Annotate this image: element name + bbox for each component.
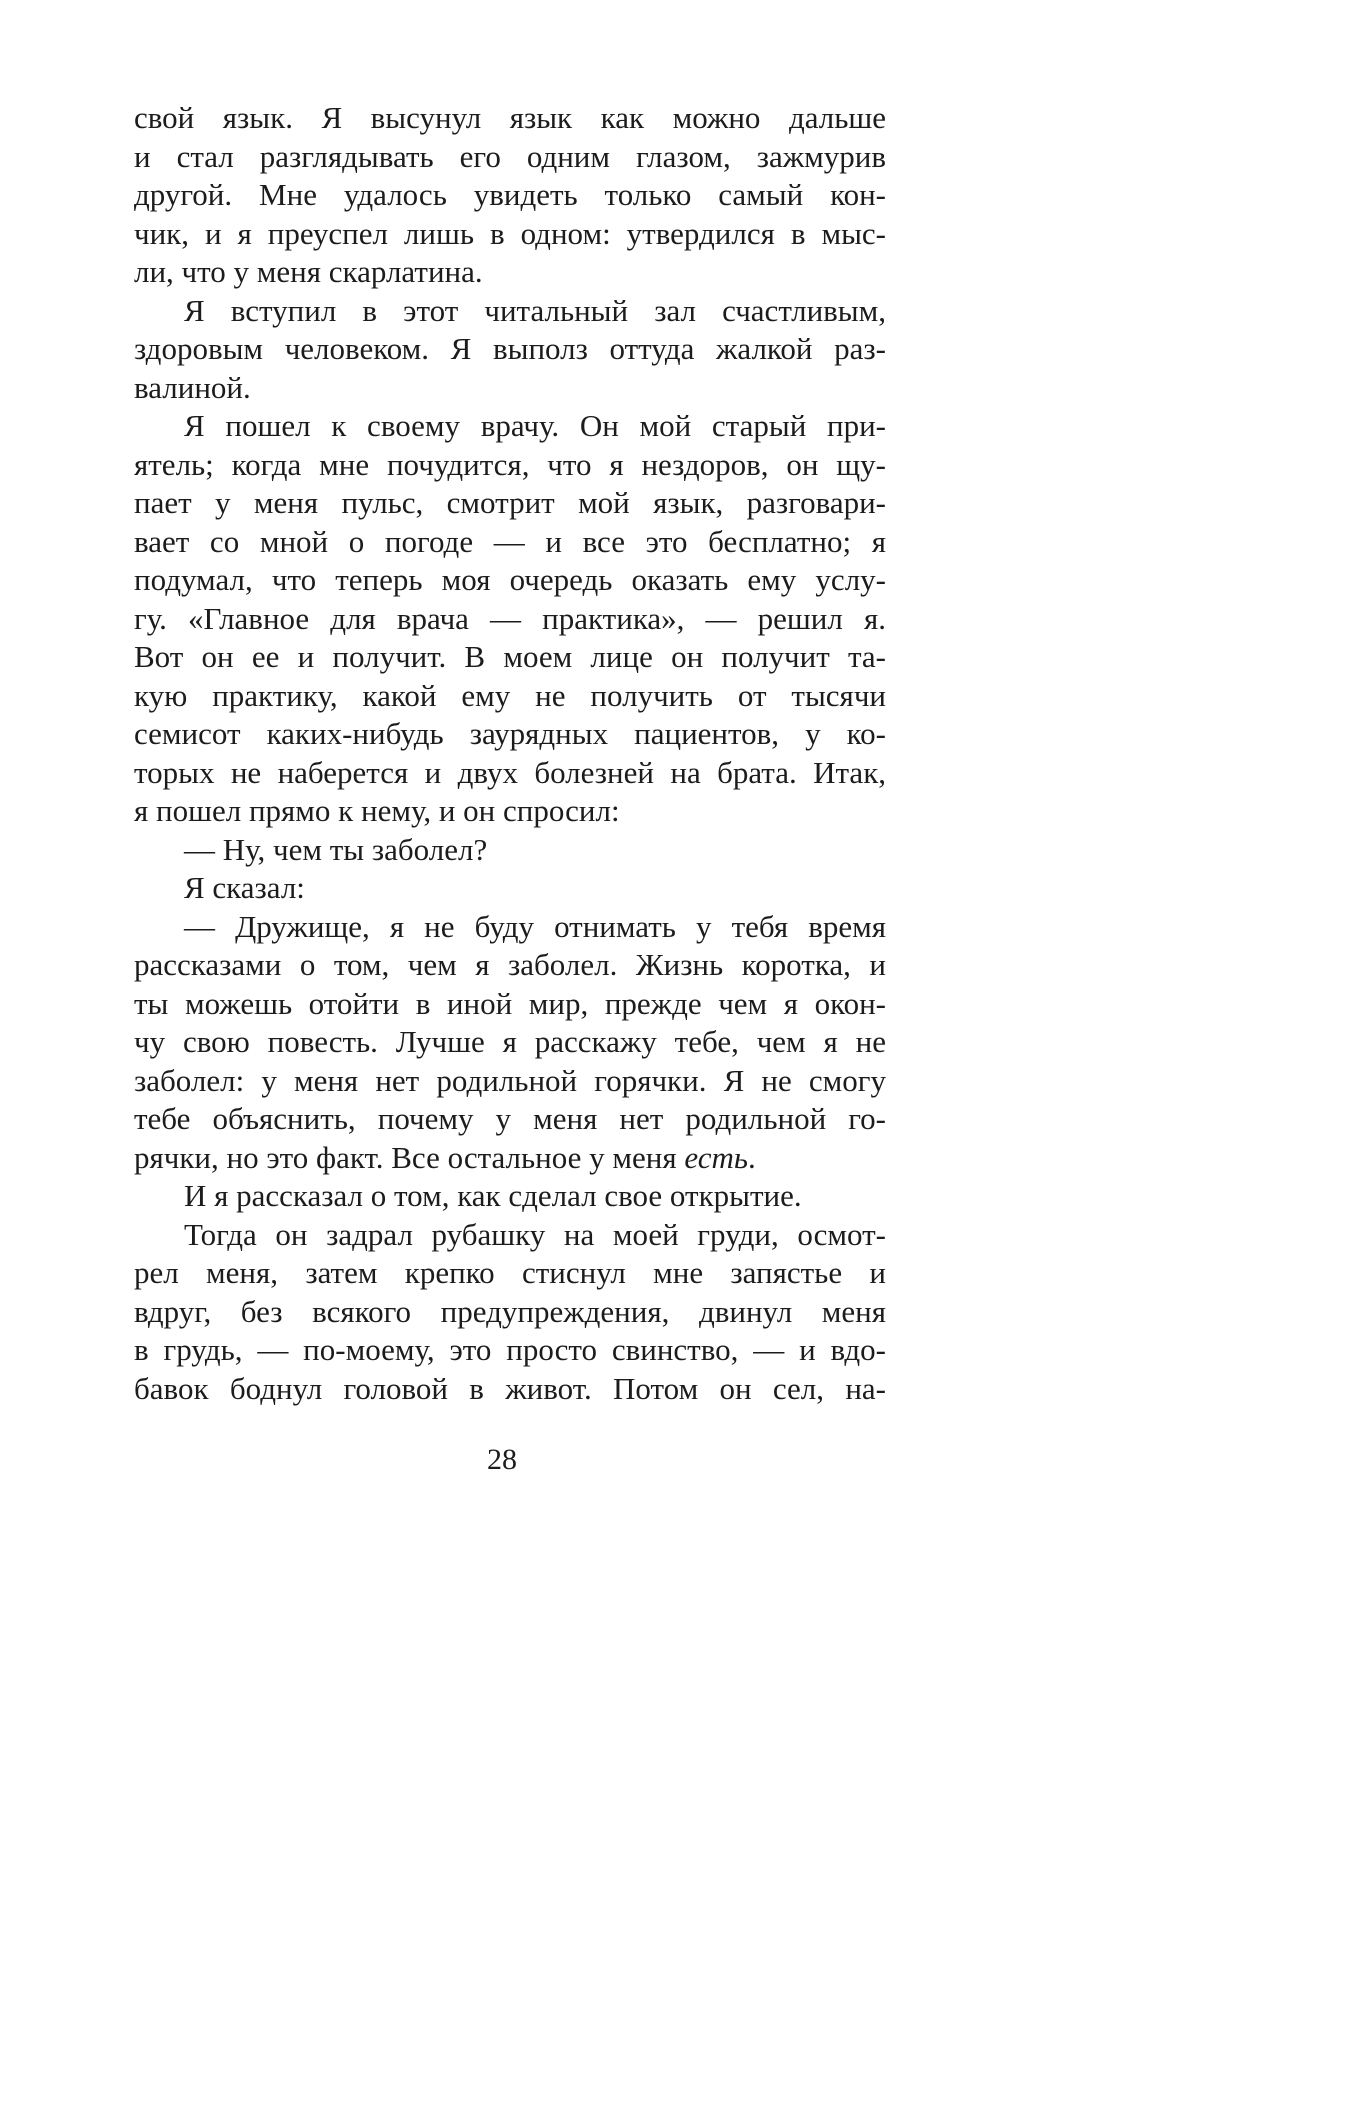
text-line: Тогда он задрал рубашку на моей груди, осмот- bbox=[184, 1216, 886, 1252]
text-line: рел меня, затем крепко стиснул мне запястье и bbox=[134, 1255, 886, 1290]
text-line: чик, и я преуспел лишь в одном: утвердился в мыс- bbox=[134, 215, 886, 251]
text-line: ли, что у меня скарлатина. bbox=[134, 254, 483, 289]
page-number: 28 bbox=[487, 1443, 517, 1476]
text-line: Я вступил в этот читальный зал счастливым, bbox=[184, 292, 886, 328]
text-line: пает у меня пульс, смотрит мой язык, разговари- bbox=[134, 485, 886, 520]
text-line: рассказами о том, чем я заболел. Жизнь коротка, и bbox=[134, 947, 886, 982]
text-line bbox=[134, 1139, 886, 1178]
text-line: бавок боднул головой в живот. Потом он сел, на- bbox=[134, 1370, 886, 1406]
text-line: И я рассказал о том, как сделал свое открытие. bbox=[184, 1178, 802, 1213]
text-line: семисот каких-нибудь заурядных пациентов, у ко- bbox=[134, 716, 886, 751]
text-line: Я сказал: bbox=[184, 870, 305, 905]
text-line: свой язык. Я высунул язык как можно дальше bbox=[134, 100, 886, 135]
text-line: вдруг, без всякого предупреждения, двинул меня bbox=[134, 1293, 886, 1329]
text-line: Я пошел к своему врачу. Он мой старый при- bbox=[184, 408, 886, 443]
emphasized-word: есть bbox=[684, 1139, 748, 1175]
page-text bbox=[134, 99, 886, 1408]
text-line: торых не наберется и двух болезней на брата. Итак, bbox=[134, 754, 886, 790]
text-line: валиной. bbox=[134, 369, 251, 405]
text-line: Вот он ее и получит. В моем лице он получит та- bbox=[134, 639, 886, 674]
text-line: другой. Мне удалось увидеть только самый кон- bbox=[134, 177, 886, 212]
text-fragment: . bbox=[747, 1139, 756, 1175]
dialogue-line: — Ну, чем ты заболел? bbox=[184, 831, 488, 867]
text-line: заболел: у меня нет родильной горячки. Я не смогу bbox=[134, 1062, 886, 1098]
text-line: ты можешь отойти в иной мир, прежде чем я окон- bbox=[134, 985, 886, 1021]
text-line: в грудь, — по-моему, это просто свинство, — и вдо- bbox=[134, 1332, 886, 1367]
text-line: вает со мной о погоде — и все это бесплатно; я bbox=[134, 523, 886, 559]
text-line: здоровым человеком. Я выполз оттуда жалкой раз- bbox=[134, 331, 886, 366]
text-line: чу свою повесть. Лучше я расскажу тебе, чем я не bbox=[134, 1024, 886, 1059]
text-line: тебе объяснить, почему у меня нет родильной го- bbox=[134, 1101, 886, 1136]
text-fragment: рячки, но это факт. Все остальное у меня bbox=[134, 1139, 685, 1175]
text-line: кую практику, какой ему не получить от тысячи bbox=[134, 677, 886, 713]
dialogue-line: — Дружище, я не буду отнимать у тебя время bbox=[184, 908, 886, 944]
text-line: и стал разглядывать его одним глазом, зажмурив bbox=[134, 138, 886, 174]
text-line: гу. «Главное для врача — практика», — решил я. bbox=[134, 600, 886, 636]
text-line: ятель; когда мне почудится, что я нездоров, он щу- bbox=[134, 446, 886, 482]
text-line: я пошел прямо к нему, и он спросил: bbox=[134, 793, 620, 828]
text-line: подумал, что теперь моя очередь оказать ему услу- bbox=[134, 562, 886, 597]
